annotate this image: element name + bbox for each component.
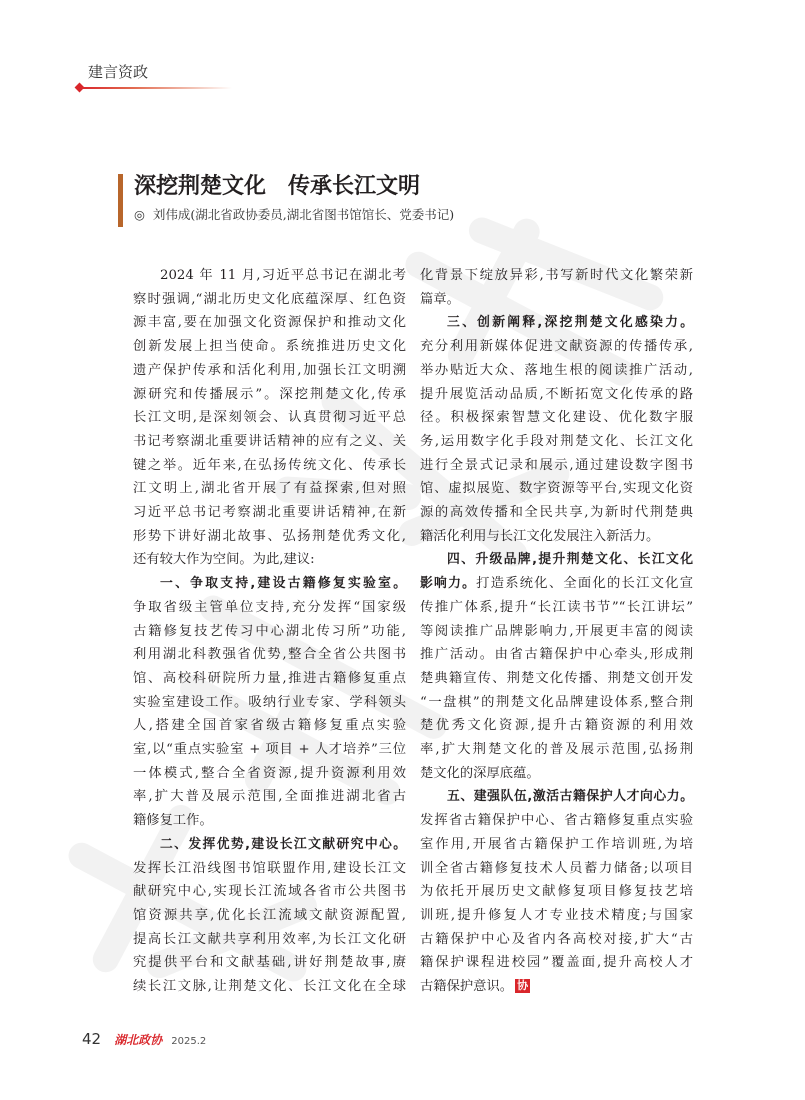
line-text: 察时强调,“湖北历史文化底蕴深厚、红色资 [133,291,406,307]
text-line [420,904,693,928]
text-line [420,596,693,620]
line-text: 打造系统化、全面化的长江文化宣 [476,576,693,592]
end-mark-icon: 协 [517,979,529,993]
line-text: 率,扩大普及展示范围,全面推进湖北省古 [133,789,406,805]
text-line [133,880,406,904]
line-text: 献研究中心,实现长江流域各省市公共图书 [133,884,406,900]
line-text: 室,以“重点实验室 + 项目 + 人才培养”三位 [133,742,406,758]
text-line [133,809,406,833]
text-line [420,264,693,288]
text-line [133,525,406,549]
text-line [133,762,406,786]
line-text: 三、创新阐释,深挖荆楚文化感染力。 [447,315,693,331]
line-text: 径。积极探索智慧文化建设、优化数字服 [420,410,693,426]
line-text: 源的高效传播和全民共享,为新时代荆楚典 [420,505,693,521]
line-text: 举办贴近大众、落地生根的阅读推广活动, [420,362,693,378]
right-column [420,264,693,999]
text-line [420,691,693,715]
line-text: 形势下讲好湖北故事、弘扬荆楚优秀文化, [133,528,406,544]
text-line [420,335,693,359]
line-text: 籍修复工作。 [133,813,213,829]
text-line [133,667,406,691]
line-text: 提升展览活动品质,不断拓宽文化传承的路 [420,386,693,402]
text-line [133,548,406,572]
line-text: 进行全景式记录和展示,通过建设数字图书 [420,457,693,473]
text-line [133,477,406,501]
text-line [133,691,406,715]
text-line [420,525,693,549]
text-line [133,430,406,454]
title-part-2: 传承长江文明 [288,173,421,199]
section-heading-line [420,311,693,335]
section-heading-line [420,785,693,809]
line-text: 化背景下绽放异彩,书写新时代文化繁荣新 [420,268,693,283]
line-text: 籍保护课程进校园”覆盖面,提升高校人才 [420,955,693,971]
line-text: 等阅读推广品牌影响力,开展更丰富的阅读 [420,623,693,639]
line-text: 一体模式,整合全省资源,提升资源利用效 [133,765,406,781]
line-text: 发挥长江沿线图书馆联盟作用,建设长江文 [133,860,406,876]
text-line [133,383,406,407]
text-line [133,904,406,928]
line-text: 室作用,开展省古籍保护工作培训班,为培 [420,836,693,852]
page-number: 42 [82,1030,102,1048]
line-text: 馆、虚拟展览、数字资源等平台,实现文化资 [420,481,693,497]
magazine-logo: 湖北政协 [114,1033,163,1047]
line-text: 二、发挥优势,建设长江文献研究中心。 [160,836,406,852]
line-text: 利用湖北科教强省优势,整合全省公共图书 [133,647,406,663]
text-line [133,975,406,999]
line-text: 充分利用新媒体促进文献资源的传播传承, [420,339,693,355]
line-text: 推广活动。由省古籍保护中心牵头,形成荆 [420,647,693,663]
text-line [420,643,693,667]
text-line [420,572,693,596]
line-text: 提高长江文献共享利用效率,为长江文化研 [133,931,406,947]
line-text: 楚文化的深厚底蕴。 [420,765,540,781]
issue-number: 2025.2 [171,1036,207,1047]
text-line [133,951,406,975]
text-line [420,406,693,430]
line-text: 楚典籍宣传、荆楚文化传播、荆楚文创开发 [420,670,693,686]
text-line [420,975,693,999]
line-text: 传推广体系,提升“长江读书节”“长江讲坛” [420,599,693,615]
text-line [420,430,693,454]
text-line [133,335,406,359]
text-line [133,857,406,881]
header-rule [80,87,232,89]
text-line [133,406,406,430]
line-text: 率,扩大荆楚文化的普及展示范围,弘扬荆 [420,742,693,758]
line-text: 一、争取支持,建设古籍修复实验室。 [160,576,406,592]
section-heading-line [420,548,693,572]
line-text: 训全省古籍修复技术人员蓄力储备;以项目 [420,860,693,876]
line-text: 续长江文脉,让荆楚文化、长江文化在全球 [133,979,406,995]
line-text: 习近平总书记考察湖北重要讲话精神,在新 [133,505,406,521]
text-line [420,714,693,738]
text-line [133,643,406,667]
title-accent-bar [118,174,123,227]
text-line [420,928,693,952]
text-line [420,833,693,857]
line-text: 为依托开展历史文献修复项目修复技艺培 [420,884,693,900]
line-text: 实验室建设工作。吸纳行业专家、学科领头 [133,694,406,710]
text-line [133,620,406,644]
text-line [133,288,406,312]
byline [134,206,454,224]
text-line [133,454,406,478]
author-info: 刘伟成(湖北省政协委员,湖北省图书馆馆长、党委书记) [152,207,455,222]
section-heading-line [133,833,406,857]
text-line [420,477,693,501]
line-text: 古籍修复技艺传习中心湖北传习所”功能, [133,623,406,639]
line-text: 务,运用数字化手段对荆楚文化、长江文化 [420,433,693,449]
line-text: 遗产保护传承和活化利用,加强长江文明溯 [133,362,406,378]
line-text: 发挥省古籍保护中心、省古籍修复重点实验 [420,813,693,829]
text-line [133,501,406,525]
line-text: 江文明上,湖北省开展了有益探索,但对照 [133,481,406,497]
double-circle-icon: ◎ [134,207,145,222]
line-text: 馆资源共享,优化长江流域文献资源配置, [133,907,406,923]
page-footer [82,1029,206,1052]
text-line [420,383,693,407]
text-line [420,501,693,525]
line-text: 篇章。 [420,291,460,307]
text-line [133,738,406,762]
text-line [420,762,693,786]
text-line [420,288,693,312]
text-line [420,454,693,478]
text-line [420,620,693,644]
article-heading [118,170,718,230]
line-text: 争取省级主管单位支持,充分发挥“国家级 [133,599,406,615]
line-text: 人,搭建全国首家省级古籍修复重点实验 [133,718,406,734]
line-text: 2024 年 11 月,习近平总书记在湖北考 [160,268,406,283]
line-text: 训班,提升修复人才专业技术精度;与国家 [420,907,693,923]
text-line [133,359,406,383]
line-text: 书记考察湖北重要讲话精神的应有之义、关 [133,433,406,449]
line-text: 源研究和传播展示”。深挖荆楚文化,传承 [133,386,406,402]
text-line [133,928,406,952]
text-line [133,264,406,288]
line-text: 古籍保护意识。 [420,979,514,995]
section-heading-line [133,572,406,596]
article-title [134,172,420,200]
text-line [133,596,406,620]
line-text: 创新发展上担当使命。系统推进历史文化 [133,339,406,355]
text-line [420,880,693,904]
text-line [420,951,693,975]
text-line [420,359,693,383]
line-text: 古籍保护中心及省内各高校对接,扩大“古 [420,931,693,947]
line-text: 籍活化利用与长江文化发展注入新活力。 [420,528,660,544]
text-line [133,785,406,809]
text-line [420,809,693,833]
line-text: 五、建强队伍,激活古籍保护人才向心力。 [447,789,693,805]
text-line [420,667,693,691]
text-line [133,311,406,335]
text-line [420,738,693,762]
line-text: 四、升级品牌,提升荆楚文化、长江文化 [447,552,693,568]
line-text: “一盘棋”的荆楚文化品牌建设体系,整合荆 [420,694,693,710]
left-column [133,264,406,999]
line-text: 馆、高校科研院所力量,推进古籍修复重点 [133,670,406,686]
line-text: 楚优秀文化资源,提升古籍资源的利用效 [420,718,693,734]
line-text: 源丰富,要在加强文化资源保护和推动文化 [133,315,406,331]
text-line [133,714,406,738]
text-line [420,857,693,881]
section-label: 建言资政 [88,63,149,81]
section-header [76,56,276,96]
line-text: 长江文明,是深刻领会、认真贯彻习近平总 [133,410,406,426]
title-part-1: 深挖荆楚文化 [134,173,267,199]
section-heading-tail: 影响力。 [420,576,477,592]
line-text: 究提供平台和文献基础,讲好荆楚故事,赓 [133,955,406,971]
line-text: 键之举。近年来,在弘扬传统文化、传承长 [133,457,406,473]
line-text: 还有较大作为空间。为此,建议: [133,552,315,568]
